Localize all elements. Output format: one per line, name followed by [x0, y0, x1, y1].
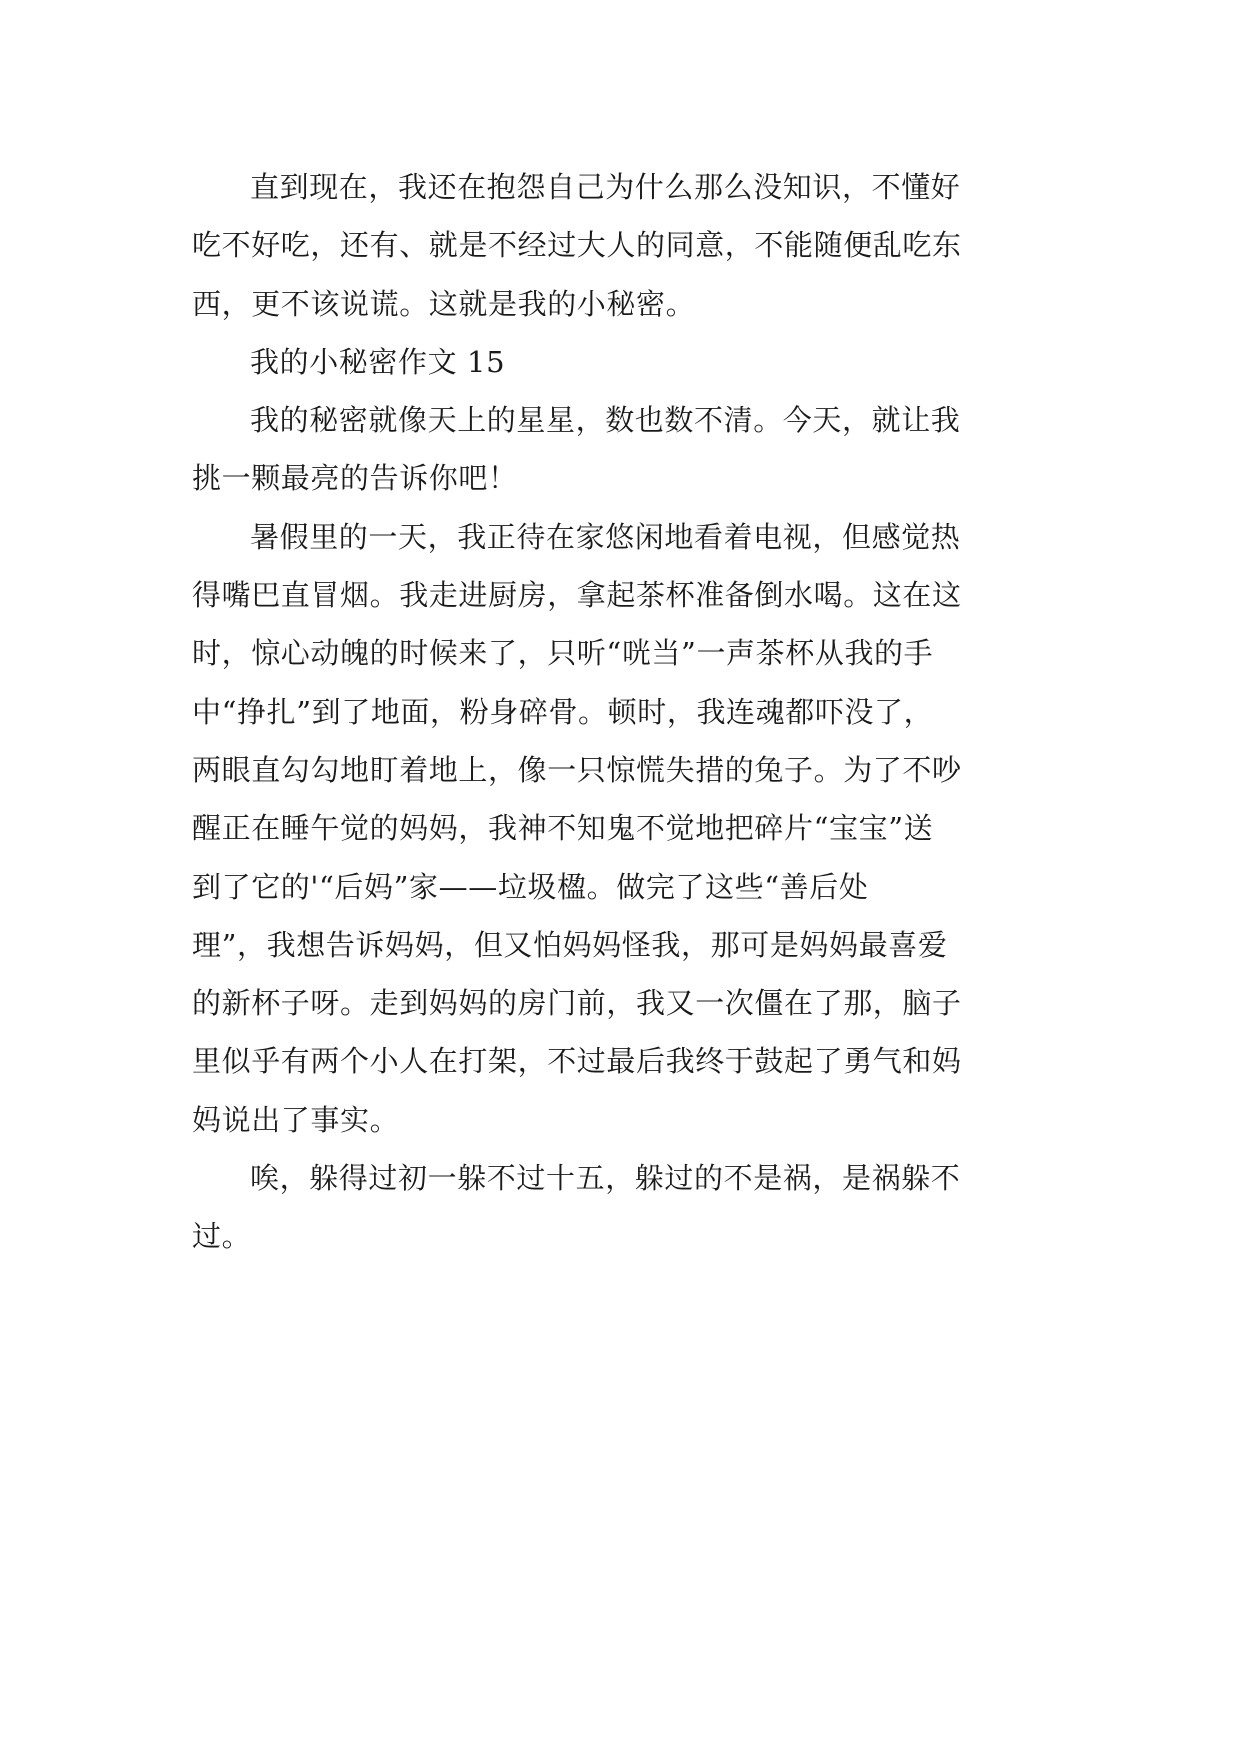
text-line: 我的秘密就像天上的星星，数也数不清。今天，就让我	[250, 403, 961, 438]
text-line: 妈说出了事实。	[192, 1102, 400, 1137]
text-line: 到了它的'“后妈”家——垃圾楹。做完了这些“善后处	[192, 869, 869, 904]
paragraph-1	[192, 158, 1060, 333]
text-line: 里似乎有两个小人在打架，不过最后我终于鼓起了勇气和妈	[192, 1044, 962, 1079]
text-line: 过。	[192, 1219, 252, 1254]
paragraph-2	[192, 391, 1060, 508]
text-line: 吃不好吃，还有、就是不经过大人的同意，不能随便乱吃东	[192, 228, 962, 263]
text-line: 西，更不该说谎。这就是我的小秘密。	[192, 286, 696, 321]
text-line: 直到现在，我还在抱怨自己为什么那么没知识，不懂好	[250, 170, 961, 204]
text-line: 醒正在睡午觉的妈妈，我神不知鬼不觉地把碎片“宝宝”送	[192, 811, 934, 846]
paragraph-4	[192, 1149, 1060, 1266]
text-line: 暑假里的一天，我正待在家悠闲地看着电视，但感觉热	[250, 519, 961, 554]
text-line: 理”，我想告诉妈妈，但又怕妈妈怪我，那可是妈妈最喜爱	[192, 927, 948, 962]
text-line: 唉，躲得过初一躲不过十五，躲过的不是祸，是祸躲不	[250, 1161, 961, 1196]
text-line: 的新杯子呀。走到妈妈的房门前，我又一次僵在了那，脑子	[192, 986, 962, 1021]
text-line: 中“挣扎”到了地面，粉身碎骨。顿时，我连魂都吓没了，	[192, 694, 934, 729]
text-line: 挑一颗最亮的告诉你吧！	[192, 461, 518, 496]
text-line: 我的小秘密作文 15	[250, 344, 506, 379]
text-line: 时，惊心动魄的时候来了，只听“咣当”一声茶杯从我的手	[192, 636, 934, 671]
text-line: 两眼直勾勾地盯着地上，像一只惊慌失措的兔子。为了不吵	[192, 752, 962, 787]
document-body	[192, 158, 1060, 1266]
text-line: 得嘴巴直冒烟。我走进厨房，拿起茶杯准备倒水喝。这在这	[192, 578, 962, 613]
essay-title	[192, 333, 1060, 391]
paragraph-3	[192, 508, 1060, 1149]
